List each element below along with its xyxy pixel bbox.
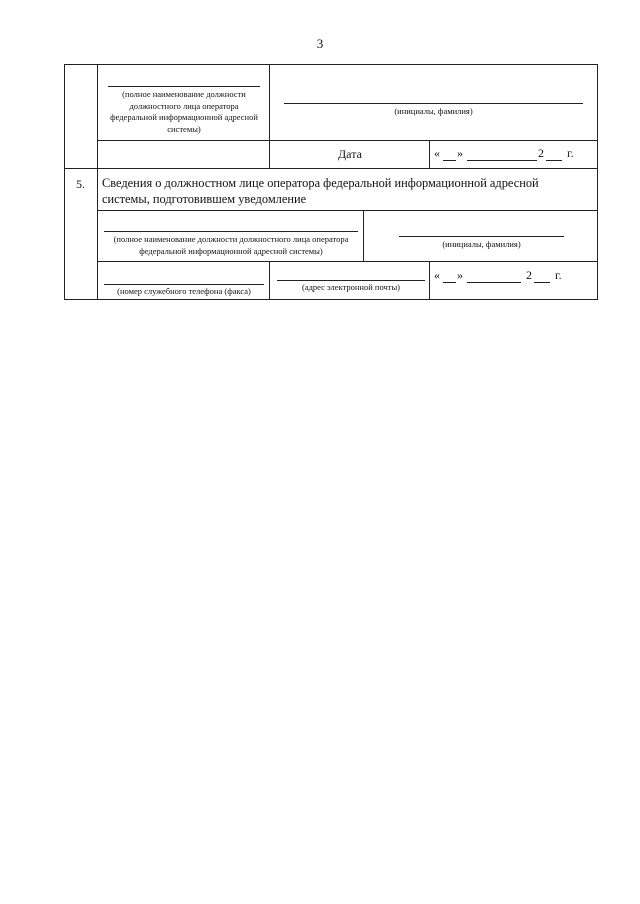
date-close-quote-5: » — [457, 268, 463, 282]
col-divider-5-phone — [269, 261, 270, 299]
section-5-number: 5. — [76, 177, 85, 191]
date-field[interactable] — [433, 140, 595, 168]
col-divider-5-name — [363, 210, 364, 261]
row-divider-5a — [97, 210, 597, 211]
date-month-blank — [467, 160, 537, 161]
table-top-border — [64, 64, 598, 65]
date-year-blank — [546, 160, 562, 161]
position-caption: (полное наименование должности должностного лица оператора федеральной информационной адресной системы) — [110, 89, 258, 134]
email-line — [277, 280, 425, 281]
date-year-suffix-5: г. — [555, 268, 562, 282]
number-column-divider — [97, 64, 98, 300]
table-bottom-border — [64, 299, 598, 300]
name-signature-line — [284, 103, 583, 104]
date-open-quote-5: « — [434, 268, 440, 282]
date-open-quote: « — [434, 146, 440, 160]
date-field-5[interactable] — [433, 261, 595, 291]
email-caption: (адрес электронной почты) — [301, 282, 401, 292]
section-5-title: Сведения о должностном лице оператора федеральной информационной адресной системы, подготовившем уведомление — [102, 176, 539, 206]
position-signature-line-5 — [104, 231, 358, 232]
phone-caption: (номер служебного телефона (факса) — [117, 286, 251, 296]
name-signature-line-5 — [399, 236, 564, 237]
col-divider-5-email — [429, 261, 430, 299]
date-year-prefix: 2 — [538, 146, 544, 160]
date-label: Дата — [338, 147, 362, 161]
date-close-quote: » — [457, 146, 463, 160]
table-left-border — [64, 64, 65, 300]
date-day-blank — [443, 160, 456, 161]
table-right-border — [597, 64, 598, 300]
name-caption-5: (инициалы, фамилия) — [442, 239, 521, 249]
position-signature-line — [108, 86, 260, 87]
page-number: 3 — [316, 36, 324, 51]
row-divider-section-5 — [64, 168, 598, 169]
date-year-blank-5 — [534, 282, 550, 283]
col-divider-4-date — [429, 140, 430, 168]
date-year-suffix: г. — [567, 146, 574, 160]
phone-line — [104, 284, 264, 285]
date-day-blank-5 — [443, 282, 456, 283]
date-month-blank-5 — [467, 282, 521, 283]
position-caption-5: (полное наименование должности должностного лица оператора федеральной информационной адресной системы) — [113, 234, 349, 256]
col-divider-4-name — [269, 64, 270, 168]
name-caption: (инициалы, фамилия) — [394, 106, 473, 116]
date-year-prefix-5: 2 — [526, 268, 532, 282]
